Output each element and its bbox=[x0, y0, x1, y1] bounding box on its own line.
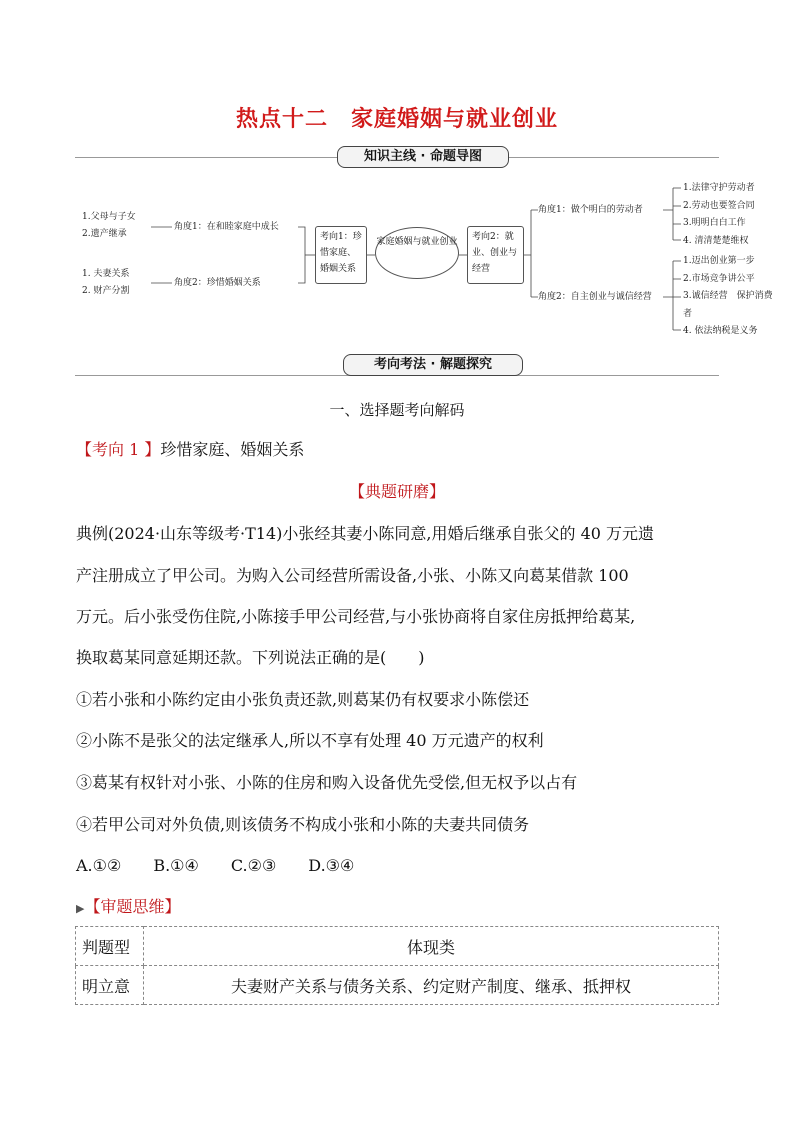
thinking-heading bbox=[76, 897, 180, 919]
topic-heading bbox=[76, 440, 304, 460]
mindmap-item: 1.法律守护劳动者 bbox=[683, 183, 755, 193]
page-title: 热点十二 家庭婚姻与就业创业 bbox=[235, 107, 558, 132]
triangle-icon: ▶ bbox=[76, 902, 85, 915]
mindmap-item: 2.劳动也要签合同 bbox=[683, 200, 755, 211]
mindmap-angle1-right: 角度1：做个明白的劳动者 bbox=[538, 205, 643, 215]
mindmap-item: 4. 清清楚楚维权 bbox=[683, 235, 749, 246]
example-heading: 【典题研磨】 bbox=[348, 482, 445, 501]
topic-label: 【考向 1 】 bbox=[76, 440, 161, 459]
section-banner: 考向考法 · 解题探究 bbox=[343, 354, 523, 376]
mindmap-item: 2.市场竞争讲公平 bbox=[683, 273, 755, 284]
option-statement: ④若甲公司对外负债,则该债务不构成小张和小陈的夫妻共同债务 bbox=[76, 815, 530, 834]
question-line: 典例(2024·山东等级考·T14)小张经其妻小陈同意,用婚后继承自张父的 40 万元遗 bbox=[76, 524, 655, 543]
topic-text: 珍惜家庭、婚姻关系 bbox=[160, 440, 305, 459]
mindmap-topic2-box: 考向2：就业、创业与经营 bbox=[467, 226, 524, 284]
mindmap-item: 4. 依法纳税是义务 bbox=[683, 326, 758, 336]
question-line: 万元。后小张受伤住院,小陈接手甲公司经营,与小张协商将自家住房抵押给葛某, bbox=[76, 607, 636, 626]
mindmap-angle2-right: 角度2：自主创业与诚信经营 bbox=[538, 292, 652, 302]
analysis-table bbox=[75, 926, 719, 1005]
mindmap-left-items-1 bbox=[82, 209, 136, 243]
mindmap-angle2-left: 角度2：珍惜婚姻关系 bbox=[174, 278, 261, 288]
mindmap-center-node: 家庭婚姻与就业创业 bbox=[375, 227, 459, 279]
mindmap-item: 1.迈出创业第一步 bbox=[683, 256, 755, 266]
section-title: 一、选择题考向解码 bbox=[329, 401, 465, 419]
question-line: 产注册成立了甲公司。为购入公司经营所需设备,小张、小陈又向葛某借款 100 bbox=[76, 566, 629, 585]
table-cell-label: 判题型 bbox=[76, 927, 144, 966]
thinking-label: 【审题思维】 bbox=[84, 897, 181, 916]
section-banner: 知识主线 · 命题导图 bbox=[337, 146, 509, 168]
mindmap-topic1-box: 考向1：珍惜家庭、婚姻关系 bbox=[315, 226, 367, 284]
mindmap-item: 1.父母与子女 bbox=[82, 212, 136, 222]
mindmap-item: 2. 财产分割 bbox=[82, 286, 130, 296]
mindmap-right-items-1 bbox=[683, 180, 755, 250]
table-row bbox=[76, 927, 719, 966]
mindmap-connectors bbox=[0, 0, 794, 360]
table-cell-value: 夫妻财产关系与债务关系、约定财产制度、继承、抵押权 bbox=[144, 966, 719, 1005]
mindmap-angle1-left: 角度1：在和睦家庭中成长 bbox=[174, 222, 279, 232]
answer-choices: A.①② B.①④ C.②③ D.③④ bbox=[76, 856, 355, 875]
mindmap-item: 2.遗产继承 bbox=[82, 229, 127, 239]
table-row bbox=[76, 966, 719, 1005]
table-cell-value: 体现类 bbox=[144, 927, 719, 966]
mindmap-item: 3.诚信经营 保护消费者 bbox=[683, 291, 773, 319]
option-statement: ③葛某有权针对小张、小陈的住房和购入设备优先受偿,但无权予以占有 bbox=[76, 773, 578, 792]
mindmap-item: 1. 夫妻关系 bbox=[82, 269, 130, 279]
mindmap-item: 3.明明白白工作 bbox=[683, 218, 746, 228]
option-statement: ②小陈不是张父的法定继承人,所以不享有处理 40 万元遗产的权利 bbox=[76, 731, 544, 750]
option-statement: ①若小张和小陈约定由小张负责还款,则葛某仍有权要求小陈偿还 bbox=[76, 690, 530, 709]
mindmap-right-items-2 bbox=[683, 253, 778, 341]
question-line: 换取葛某同意延期还款。下列说法正确的是( ) bbox=[76, 648, 425, 667]
table-cell-label: 明立意 bbox=[76, 966, 144, 1005]
mindmap-left-items-2 bbox=[82, 266, 129, 300]
